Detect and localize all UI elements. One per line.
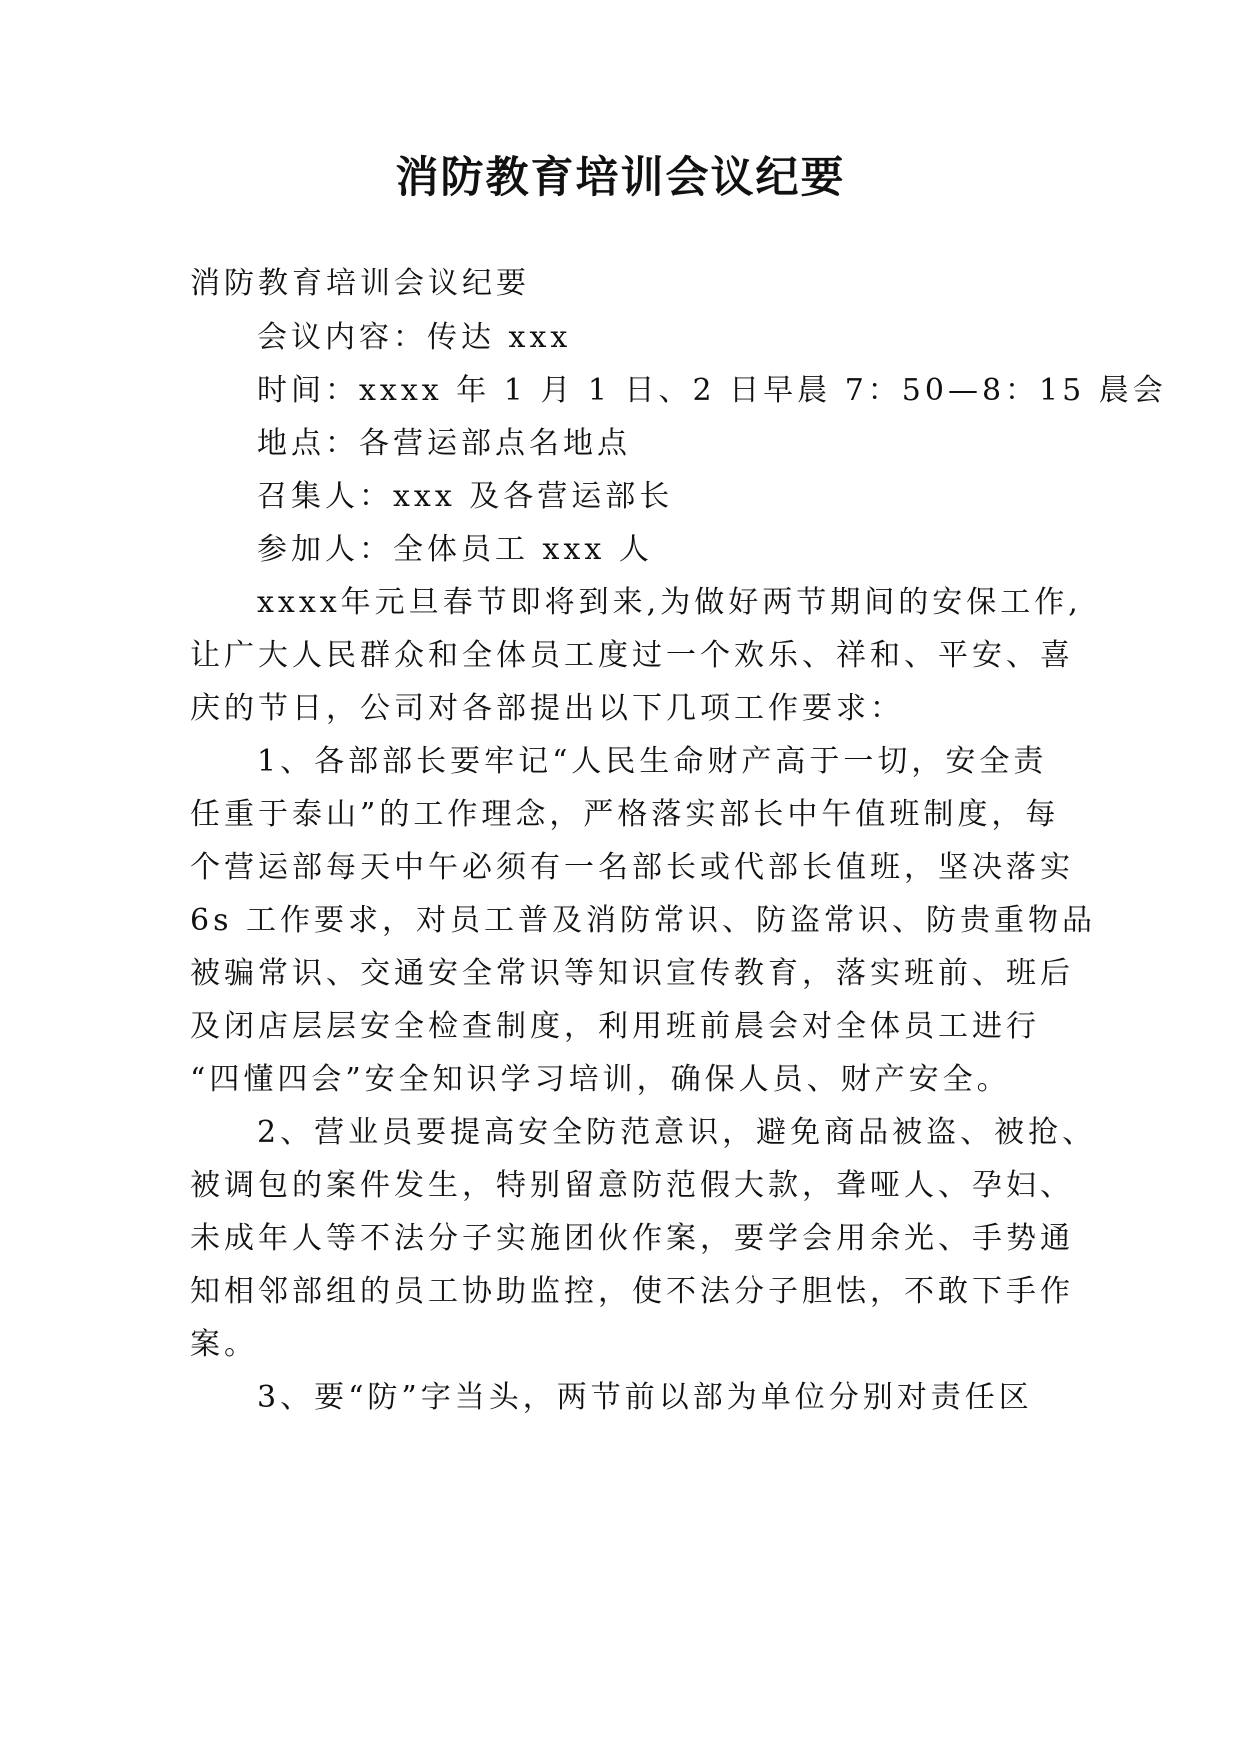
meeting-time: 时间：xxxx 年 1 月 1 日、2 日早晨 7：50—8：15 晨会 [257, 373, 1167, 408]
body-line: 庆的节日，公司对各部提出以下几项工作要求： [190, 691, 904, 726]
body-line: xxxx年元旦春节即将到来,为做好两节期间的安保工作, [257, 585, 1082, 620]
body-line: 3、要“防”字当头，两节前以部为单位分别对责任区 [257, 1380, 1033, 1415]
meeting-place: 地点：各营运部点名地点 [257, 426, 631, 461]
body-line: 1、各部部长要牢记“人民生命财产高于一切，安全责 [257, 744, 1048, 779]
body-line: 任重于泰山”的工作理念，严格落实部长中午值班制度，每 [190, 797, 1060, 832]
body-line: 个营运部每天中午必须有一名部长或代部长值班，坚决落实 [190, 850, 1074, 885]
body-line: 让广大人民群众和全体员工度过一个欢乐、祥和、平安、喜 [190, 638, 1074, 673]
meeting-convener: 召集人：xxx 及各营运部长 [257, 479, 674, 514]
body-line: 2、营业员要提高安全防范意识，避免商品被盗、被抢、 [257, 1115, 1097, 1150]
document-heading: 消防教育培训会议纪要 [190, 266, 530, 301]
body-line: 案。 [190, 1327, 258, 1362]
body-line: 知相邻部组的员工协助监控，使不法分子胆怯，不敢下手作 [190, 1274, 1074, 1309]
body-line: 未成年人等不法分子实施团伙作案，要学会用余光、手势通 [190, 1221, 1074, 1256]
body-line: 被骗常识、交通安全常识等知识宣传教育，落实班前、班后 [190, 956, 1074, 991]
body-line: 及闭店层层安全检查制度，利用班前晨会对全体员工进行 [190, 1009, 1040, 1044]
meeting-content: 会议内容：传达 xxx [257, 320, 572, 355]
body-line: 被调包的案件发生，特别留意防范假大款，聋哑人、孕妇、 [190, 1168, 1074, 1203]
document-title: 消防教育培训会议纪要 [395, 153, 846, 203]
body-line: “四懂四会”安全知识学习培训，确保人员、财产安全。 [190, 1062, 1011, 1097]
meeting-participants: 参加人：全体员工 xxx 人 [257, 532, 653, 567]
body-line: 6s 工作要求，对员工普及消防常识、防盗常识、防贵重物品 [190, 903, 1097, 938]
